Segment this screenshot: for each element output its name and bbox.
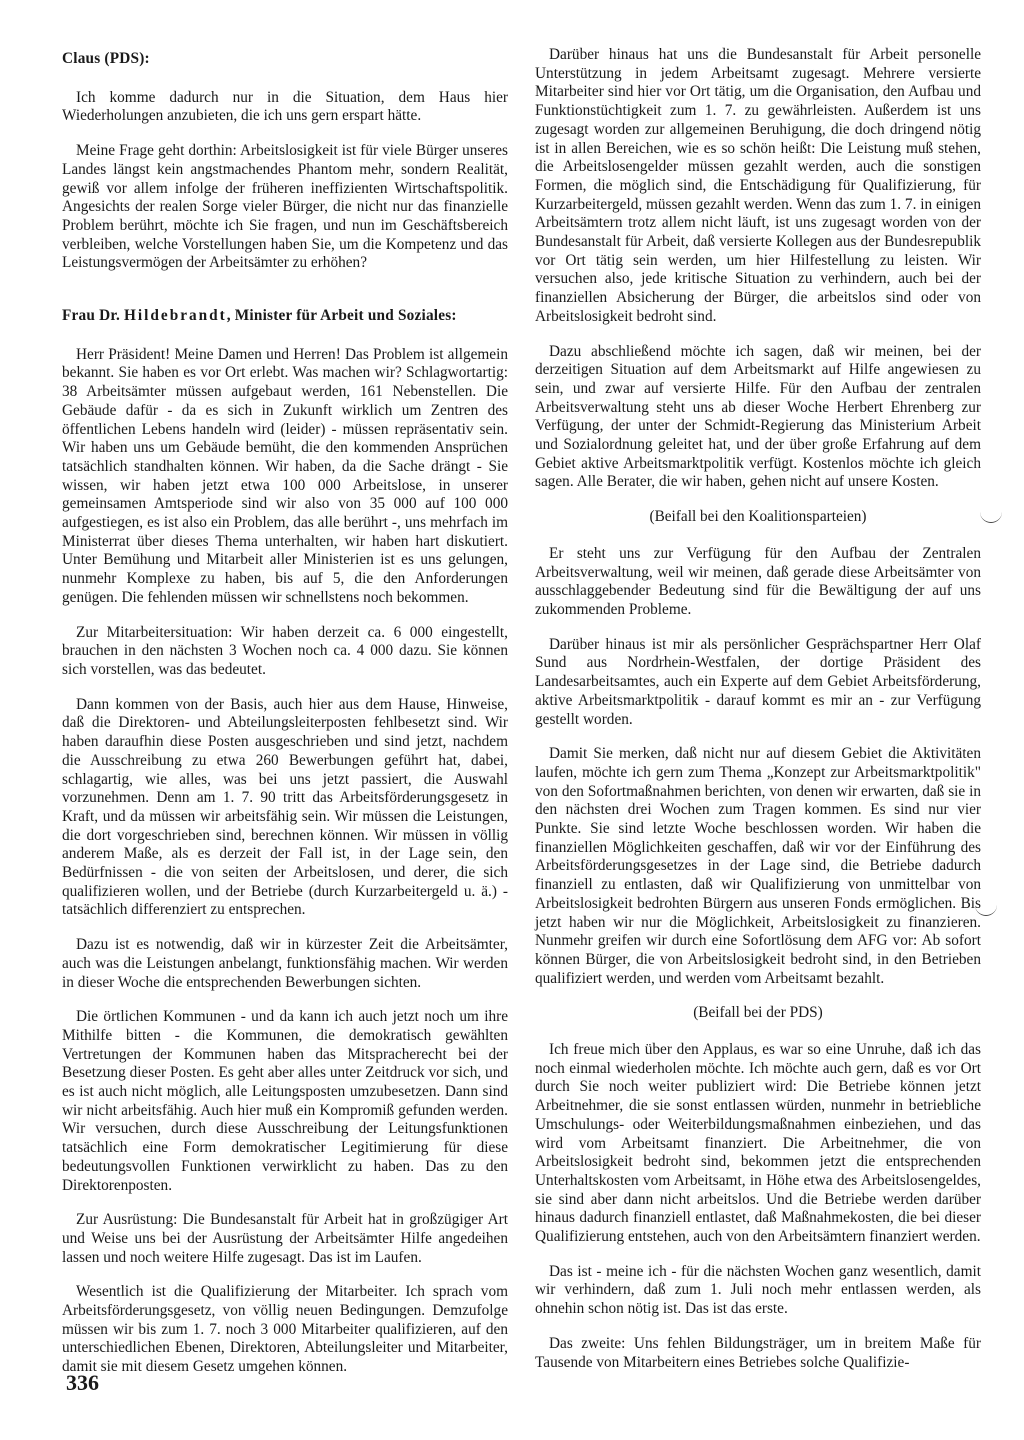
paragraph: Dazu ist es notwendig, daß wir in kürzester Zeit die Arbeitsämter, auch was die Leistungen anbelangt, funktionsfähig machen. Wir werden in dieser Woche die entsprechenden Bewerbungen sichten. [62,936,508,991]
paragraph: Dazu abschließend möchte ich sagen, daß wir meinen, bei der derzeitigen Situation auf dem Arbeitsmarkt auf Hilfe angewiesen zu sein, und zwar auf versierte Hilfe. Für den Aufbau der zentralen Arbeitsverwaltung steht uns ab dieser Woche Herbert Ehrenberg zur Verfügung, der unter der Schmidt-Regierung das Ministerium Arbeit und Sozialordnung geleitet hat, und der über große Erfahrung auf dem Gebiet aktive Arbeitsmarktpolitik verfügt. Kostenlos möchte ich gleich sagen. Alle Berater, die wir haben, gehen nicht auf unsere Kosten. [535,342,981,491]
paragraph: Herr Präsident! Meine Damen und Herren! Das Problem ist allgemein bekannt. Sie haben es vor Ort erlebt. Was machen wir? Schlagwortartig: 38 Arbeitsämter müssen aufgebaut werden, 161 Nebenstellen. Die Gebäude dafür - da es sich in Zukunft wirklich um Zentren des öffentlichen Lebens handeln wird (leider) - müssen repräsentativ sein. Wir haben uns um Gebäude bemüht, die den kommenden Ansprüchen tatsächlich standhalten können. Wir haben, da die Sache drängt - Sie wissen, wir haben jetzt etwa 100 000 Arbeitslose, in unserer gemeinsamen Amtsperiode sind wir also von 35 000 auf 100 000 aufgestiegen, es ist also ein Problem, das alle berührt -, uns mehrfach im Ministerrat über dieses Thema unterhalten, wir haben hart diskutiert. Unter Bemühung und Mitarbeit aller Ministerien ist es uns gelungen, nunmehr Komplexe zu haben, bis auf 5, die den Anforderungen genügen. Die fehlenden müssen wir schnellstens noch bekommen. [62,345,508,606]
paragraph: Darüber hinaus ist mir als persönlicher Gesprächspartner Herr Olaf Sund aus Nordrhein-Westfalen, der dortige Präsident des Landesarbeitsamtes, auch ein Experte auf dem Gebiet Arbeitsförderung, aktive Arbeitsmarktpolitik - darauf kommt es mir an - zur Verfügung gestellt worden. [535,635,981,728]
speaker-heading [62,307,508,326]
paragraph: Ich komme dadurch nur in die Situation, dem Haus hier Wiederholungen anzubieten, die ich uns gern erspart hätte. [62,88,508,125]
page-number: 336 [66,1370,99,1395]
paragraph: Wesentlich ist die Qualifizierung der Mitarbeiter. Ich sprach vom Arbeitsförderungsgesetz, von völlig neuen Bedingungen. Demzufolge müssen wir bis zum 1. 7. noch 3 000 Mitarbeiter qualifizieren, auf den unterschiedlichen Ebenen, Direktoren, Abteilungsleiter und Mitarbeiter, damit sie mit diesem Gesetz umgehen können. [62,1283,508,1376]
left-column [62,46,508,1393]
paragraph: Meine Frage geht dorthin: Arbeitslosigkeit ist für viele Bürger unseres Landes längst kein angstmachendes Phantom mehr, sondern Realität, gewiß vor allem infolge der früheren ineffizienten Wirtschaftspolitik. Angesichts der realen Sorge vieler Bürger, die nicht nur das finanzielle Problem berührt, möchte ich Sie fragen, und nun im Geschäftsbereich verbleiben, welche Vorstellungen haben Sie, um die Kompetenz und das Leistungsvermögen der Arbeitsämter zu erhöhen? [62,142,508,272]
paragraph: Darüber hinaus hat uns die Bundesanstalt für Arbeit personelle Unterstützung in jedem Arbeitsamt zugesagt. Mehrere versierte Mitarbeiter sind hier vor Ort tätig, um die Organisation, den Aufbau und Funktionstüchtigkeit zum 1. 7. zu gewährleisten. Außerdem ist uns zugesagt worden zur allgemeinen Beruhigung, die doch dringend nötig ist in allen Bereichen, wie es so schön heißt: Die Leistung muß stehen, die Arbeitslosengelder müssen gezahlt werden, auch die sonstigen Formen, die möglich sind, die Entschädigung für Qualifizierung, für Kurzarbeitergeld, müssen gezahlt werden. Wenn das zum 1. 7. in einigen Arbeitsämtern trotz allem nicht läuft, ist uns zugesagt worden von der Bundesanstalt für Arbeit, daß versierte Kollegen aus der Bundesrepublik vor Ort tätig sein werden, um hier Hilfestellung zu leisten. Wir versuchen also, jede kritische Situation zu verhindern, auch bei der finanziellen Absicherung der Bürger, die arbeitslos sind oder von Arbeitslosigkeit bedroht sind. [535,46,981,325]
paragraph: Ich freue mich über den Applaus, es war so eine Unruhe, daß ich das noch einmal wiederholen möchte. Ich möchte auch gern, daß es vor Ort durch Sie noch weiter publiziert wird: Die Betriebe können jetzt Arbeitnehmer, die sie sonst entlassen würden, nunmehr in betriebliche Umschulungs- oder Weiterbildungsmaßnahmen einbeziehen, und das wird vom Arbeitsamt finanziert. Die Arbeitnehmer, die von Arbeitslosigkeit bedroht sind, bekommen jetzt die entsprechenden Unterhaltskosten vom Arbeitsamt, in Höhe etwa des Arbeitslosengeldes, sie sind aber dann nicht arbeitslos. Und die Betriebe werden darüber hinaus dadurch finanziell entlastet, daß Maßnahmekosten, die bei dieser Qualifizierung entstehen, auch von den Arbeitsämtern finanziert werden. [535,1041,981,1246]
speaker-name: Hildebrandt [124,307,227,325]
speaker-prefix: Frau Dr. [62,307,124,325]
paragraph: Damit Sie merken, daß nicht nur auf diesem Gebiet die Aktivitäten laufen, möchte ich gern zum Thema „Konzept zur Arbeitsmarktpolitik" von den Sofortmaßnahmen berichten, von denen wir erwarten, daß sie in den nächsten drei Wochen zum Tragen kommen. Es sind nur vier Punkte. Sie sind letzte Woche beschlossen worden. Wir haben die finanziellen Möglichkeiten geschaffen, daß wir vor der Einführung des Arbeitsförderungsgesetzes in der Lage sind, die Betriebe dadurch finanziell zu entlasten, daß wir Qualifizierung von unmittelbar von Arbeitslosigkeit bedrohten Bürgern aus unseren Fonds ermöglichen. Bis jetzt haben wir nur die Möglichkeit, Arbeitslosigkeit zu finanzieren. Nunmehr greifen wir durch eine Sofortlösung dem AFG vor: Ab sofort können Bürger, die von Arbeitslosigkeit bedroht sind, in den Betrieben qualifiziert werden, und werden vom Arbeitsamt bezahlt. [535,745,981,987]
paragraph: Das zweite: Uns fehlen Bildungsträger, um in breitem Maße für Tausende von Mitarbeitern eines Betriebes solche Qualifizie- [535,1334,981,1371]
right-column [535,46,981,1388]
applause-note: (Beifall bei der PDS) [693,1004,823,1022]
paragraph: Zur Mitarbeitersituation: Wir haben derzeit ca. 6 000 eingestellt, brauchen in den nächsten 3 Wochen noch ca. 4 000 dazu. Sie können sich vorstellen, was das bedeutet. [62,623,508,678]
paragraph: Das ist - meine ich - für die nächsten Wochen ganz wesentlich, damit wir verhindern, daß zum 1. Juli noch mehr entlassen werden, als ohnehin schon nötig ist. Das ist das erste. [535,1262,981,1318]
paragraph: Die örtlichen Kommunen - und da kann ich auch jetzt noch um ihre Mithilfe bitten - die Kommunen, die demokratisch gewählten Vertretungen der Kommunen haben das Mitspracherecht bei der Besetzung dieser Posten. Es geht aber alles unter Zeitdruck vor sich, und es ist auch nicht möglich, alle Leitungsposten umzubesetzen. Dann sind wir nicht arbeitsfähig. Auch hier muß ein Kompromiß gefunden werden. Wir versuchen, durch diese Ausschreibung der Leitungsfunktionen tatsächlich eine Form demokratischer Legitimierung für diese bedeutungsvollen Funktionen verwirklicht zu haben. Das zu den Direktorenposten. [62,1008,508,1194]
paragraph: Er steht uns zur Verfügung für den Aufbau der Zentralen Arbeitsverwaltung, weil wir meinen, daß gerade diese Arbeitsämter von ausschlaggebender Bedeutung sind für die Bewältigung der auf uns zukommenden Probleme. [535,544,981,618]
speaker-heading: Claus (PDS): [62,50,150,67]
paragraph: Dann kommen von der Basis, auch hier aus dem Hause, Hinweise, daß die Direktoren- und Abteilungsleiterposten fehlbesetzt sind. Wir haben daraufhin diese Posten ausgeschrieben und sind jetzt, nachdem die Ausschreibung zu etwa 260 Bewerbungen geführt hat, dabei, schlagartig, wie alles, was bei uns jetzt passiert, die Auswahl vorzunehmen. Denn am 1. 7. 90 tritt das Arbeitsförderungsgesetz in Kraft, und da müssen wir arbeitsfähig sein. Wir müssen die Leistungen, die dort vorgeschrieben sind, berechnen können. Wir müssen in völlig anderem Maße, als es derzeit der Fall ist, in der Lage sein, den Bedürfnissen - die von seiten der Arbeitslosen, und derer, die sich qualifizieren wollen, und der Betriebe (durch Kurzarbeitergeld u. ä.) - tatsächlich differenziert zu entsprechen. [62,695,508,919]
margin-mark [980,512,1002,523]
applause-note: (Beifall bei den Koalitionsparteien) [649,508,867,526]
paragraph: Zur Ausrüstung: Die Bundesanstalt für Arbeit hat in großzügiger Art und Weise uns bei der Ausrüstung der Arbeitsämter Hilfe angedeihen lassen und noch weitere Hilfe zugesagt. Das ist im Laufen. [62,1211,508,1266]
speaker-role: , Minister für Arbeit und Soziales: [226,307,457,325]
